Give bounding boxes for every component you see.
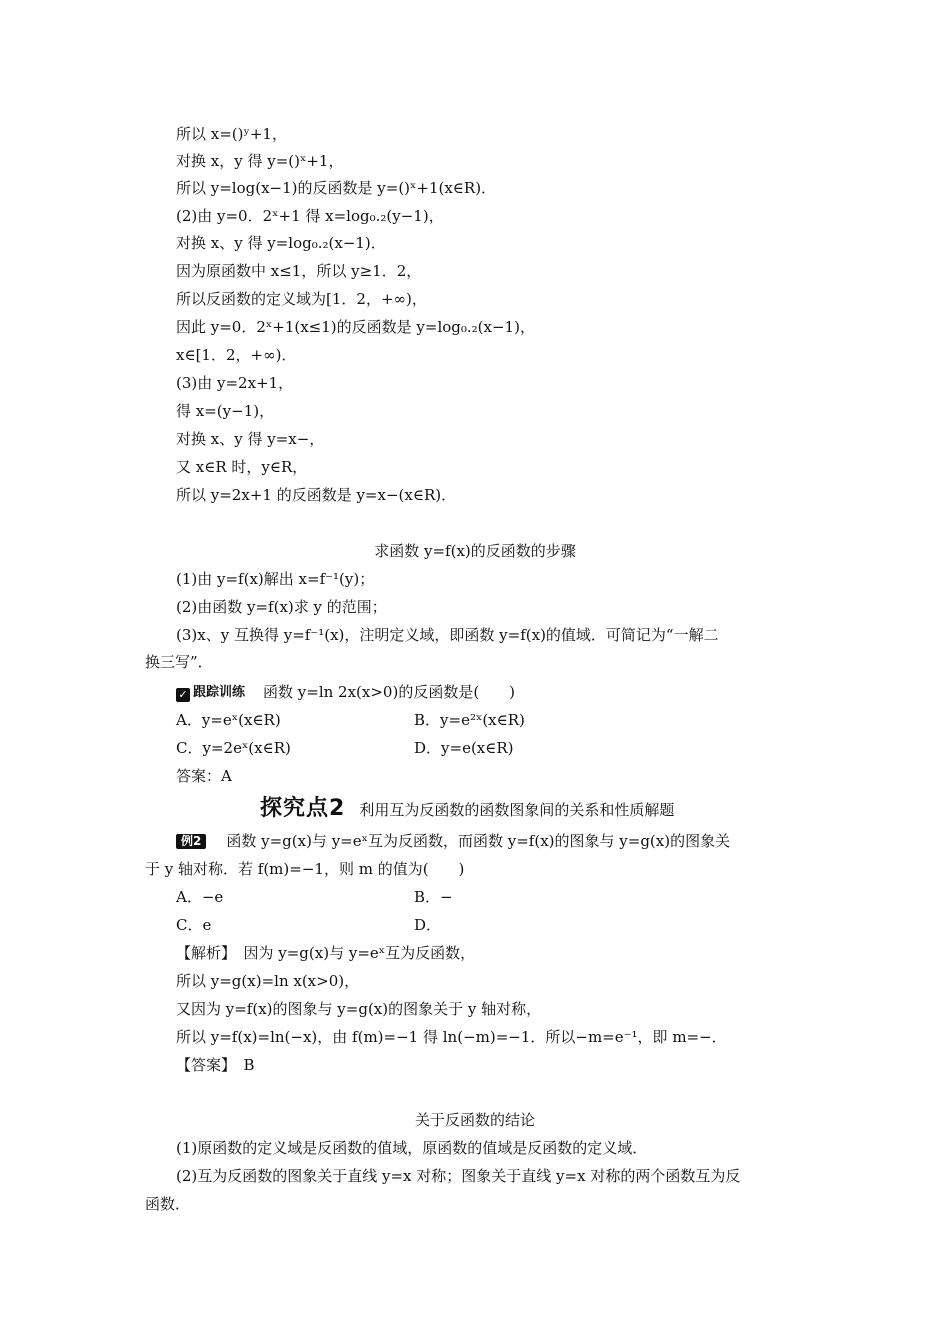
text-line: 因此 y=0．2ˣ+1(x≤1)的反函数是 y=log₀.₂(x−1)， [176,318,535,336]
text-line: 对换 x，y 得 y=()ˣ+1， [176,152,344,170]
steps-title: 求函数 y=f(x)的反函数的步骤 [374,542,576,560]
example-line: 于 y 轴对称．若 f(m)=−1，则 m 的值为( ) [145,860,465,878]
practice-option-b: B．y=e²ˣ(x∈R) [414,711,525,729]
analysis-line: 又因为 y=f(x)的图象与 y=g(x)的图象关于 y 轴对称， [176,1000,542,1018]
section-number: 探究点2 [260,796,346,821]
example-option-d: D． [414,916,442,934]
example-option-a: A．−e [176,888,224,906]
example-badge: 例2 [176,834,206,849]
section-title: 利用互为反函数的函数图象间的关系和性质解题 [359,801,675,819]
text-line: 得 x=(y−1)， [176,402,275,420]
conclusion-item: (2)互为反函数的图象关于直线 y=x 对称；图象关于直线 y=x 对称的两个函数互为反 [176,1167,741,1185]
steps-item: (1)由 y=f(x)解出 x=f⁻¹(y)； [176,570,375,588]
section-heading [260,795,674,824]
text-line: 因为原函数中 x≤1，所以 y≥1．2， [176,262,422,280]
steps-item: 换三写”． [145,653,213,671]
text-line: 对换 x、y 得 y=log₀.₂(x−1)． [176,234,386,252]
answer-line: 【答案】 B [176,1056,255,1074]
text-line: (2)由 y=0．2ˣ+1 得 x=log₀.₂(y−1)， [176,207,444,225]
text-line: (3)由 y=2x+1， [176,374,294,392]
practice-option-a: A．y=eˣ(x∈R) [176,711,281,729]
practice-answer: 答案：A [176,767,232,785]
practice-badge: ✓ 跟踪训练 [176,685,245,702]
analysis-line: 所以 y=f(x)=ln(−x)，由 f(m)=−1 得 ln(−m)=−1．所以−m=e⁻¹，即 m=−． [176,1028,727,1046]
example-option-c: C．e [176,916,212,934]
conclusion-title: 关于反函数的结论 [414,1111,535,1129]
text-line: 所以 y=2x+1 的反函数是 y=x−(x∈R)． [176,486,457,504]
conclusion-item: (1)原函数的定义域是反函数的值域，原函数的值域是反函数的定义域． [176,1139,648,1157]
text-line: 所以 y=log(x−1)的反函数是 y=()ˣ+1(x∈R)． [176,179,497,197]
text-line: 对换 x、y 得 y=x−， [176,430,325,448]
text-line: 所以反函数的定义域为[1．2，+∞)， [176,290,427,308]
analysis-line: 【解析】 因为 y=g(x)与 y=eˣ互为反函数， [176,944,476,962]
practice-option-c: C．y=2eˣ(x∈R) [176,739,291,757]
practice-question: 函数 y=ln 2x(x>0)的反函数是( ) [263,683,516,701]
example-option-b: B．− [414,888,453,906]
steps-item: (2)由函数 y=f(x)求 y 的范围； [176,598,387,616]
practice-option-d: D．y=e(x∈R) [414,739,514,757]
example-line: 例2 函数 y=g(x)与 y=eˣ互为反函数，而函数 y=f(x)的图象与 y=g(x)的图象关 [176,831,730,851]
text-line: 所以 x=()ʸ+1， [176,125,287,143]
steps-item: (3)x、y 互换得 y=f⁻¹(x)，注明定义域，即函数 y=f(x)的值域．可简记为“一解二 [176,626,719,644]
analysis-line: 所以 y=g(x)=ln x(x>0)， [176,972,360,990]
text-line: x∈[1．2，+∞)． [176,346,297,364]
check-icon: ✓ [176,688,190,702]
practice-question-line [176,682,515,702]
conclusion-item: 函数． [145,1195,191,1213]
text-line: 又 x∈R 时，y∈R， [176,458,308,476]
